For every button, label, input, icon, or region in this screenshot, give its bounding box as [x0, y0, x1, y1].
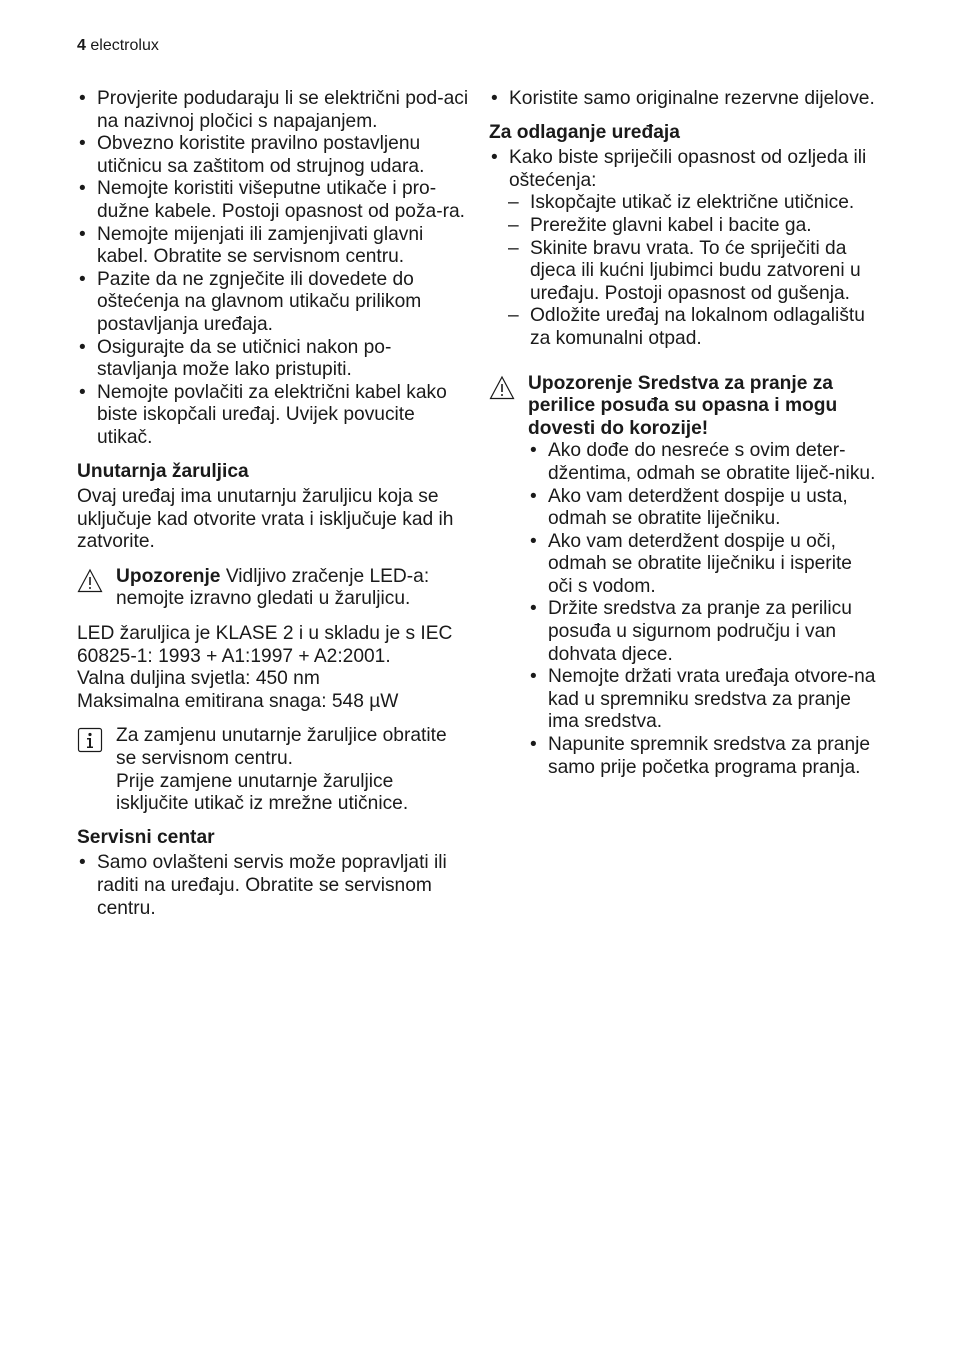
led-class: LED žaruljica je KLASE 2 i u skladu je s IEC 60825-1: 1993 + A1:1997 + A2:2001. [77, 623, 453, 667]
info-note [77, 725, 469, 815]
lamp-heading: Unutarnja žaruljica [77, 460, 249, 482]
list-item: • Nemojte mijenjati ili zamjenjivati glavni kabel. Obratite se servisnom centru. [77, 224, 469, 269]
list-item: • Osigurajte da se utičnici nakon po-stavljanja može lako pristupiti. [77, 337, 469, 382]
left-column [77, 88, 469, 920]
warning-text: Vidljivo zračenje LED-a: nemojte izravno gledati u žaruljicu. [116, 565, 430, 610]
warning-label: Upozorenje [116, 565, 221, 587]
detergent-list [528, 440, 881, 779]
warning-triangle-icon [489, 375, 515, 401]
list-item: – Prerežite glavni kabel i bacite ga. [489, 215, 881, 238]
service-heading: Servisni centar [77, 826, 215, 848]
list-item: • Ako vam deterdžent dospije u usta, odmah se obratite liječniku. [528, 486, 881, 531]
list-item: • Kako biste spriječili opasnost od ozljeda ili oštećenja: [489, 147, 881, 192]
list-item: • Koristite samo originalne rezervne dijelove. [489, 88, 881, 111]
list-item: • Obvezno koristite pravilno postavljenu utičnicu sa zaštitom od strujnog udara. [77, 133, 469, 178]
detergent-warning-text: Upozorenje Sredstva za pranje za perilice posuđa su opasna i mogu dovesti do korozije! [528, 372, 838, 439]
list-item: • Napunite spremnik sredstva za pranje samo prije početka programa pranja. [528, 734, 881, 779]
led-wavelength: Valna duljina svjetla: 450 nm [77, 668, 320, 690]
list-item: • Ako vam deterdžent dospije u oči, odmah se obratite liječniku i isperite oči s vodom. [528, 531, 881, 599]
detergent-warning [489, 373, 881, 780]
list-item: • Ako dođe do nesreće s ovim deter-džentima, odmah se obratite liječ-niku. [528, 440, 881, 485]
list-item: – Odložite uređaj na lokalnom odlagalištu za komunalni otpad. [489, 305, 881, 350]
led-info [77, 623, 469, 713]
disposal-steps [489, 192, 881, 350]
list-item: • Samo ovlašteni servis može popravljati ili raditi na uređaju. Obratite se servisnom centru. [77, 852, 469, 920]
led-power: Maksimalna emitirana snaga: 548 µW [77, 690, 399, 712]
info-line: Prije zamjene unutarnje žaruljice isključite utikač iz mrežne utičnice. [116, 770, 409, 815]
warning-triangle-icon [77, 568, 103, 594]
list-item: • Nemojte povlačiti za električni kabel kako biste iskopčali uređaj. Uvijek povucite utikač. [77, 382, 469, 450]
brand-name: electrolux [90, 37, 159, 54]
right-column [489, 88, 881, 779]
safety-list [77, 88, 469, 450]
list-item: – Skinite bravu vrata. To će spriječiti da djeca ili kućni ljubimci budu zatvoreni u uređaju. Postoji opasnost od gušenja. [489, 238, 881, 306]
list-item: • Nemojte držati vrata uređaja otvore-na kad u spremniku sredstva za pranje ima sredstva. [528, 666, 881, 734]
info-icon [77, 727, 103, 753]
page-number: 4 [77, 37, 86, 54]
list-item: • Pazite da ne zgnječite ili dovedete do oštećenja na glavnom utikaču prilikom postavljanja uređaja. [77, 269, 469, 337]
lamp-text: Ovaj uređaj ima unutarnju žaruljicu koja se uključuje kad otvorite vrata i isključuje kad ih zatvorite. [77, 486, 454, 553]
list-item: • Provjerite podudaraju li se električni pod-aci na nazivnoj pločici s napajanjem. [77, 88, 469, 133]
list-item: • Držite sredstva za pranje za perilicu posuđa u sigurnom području i van dohvata djece. [528, 598, 881, 666]
page-header [77, 37, 159, 55]
disposal-heading: Za odlaganje uređaja [489, 121, 680, 143]
service-list [77, 852, 469, 920]
list-item: – Iskopčajte utikač iz električne utičnice. [489, 192, 881, 215]
lamp-warning [77, 566, 469, 611]
list-item: • Nemojte koristiti višeputne utikače i pro-dužne kabele. Postoji opasnost od poža-ra. [77, 178, 469, 223]
parts-list [489, 88, 881, 111]
disposal-list [489, 147, 881, 192]
info-line: Za zamjenu unutarnje žaruljice obratite se servisnom centru. [116, 725, 447, 770]
